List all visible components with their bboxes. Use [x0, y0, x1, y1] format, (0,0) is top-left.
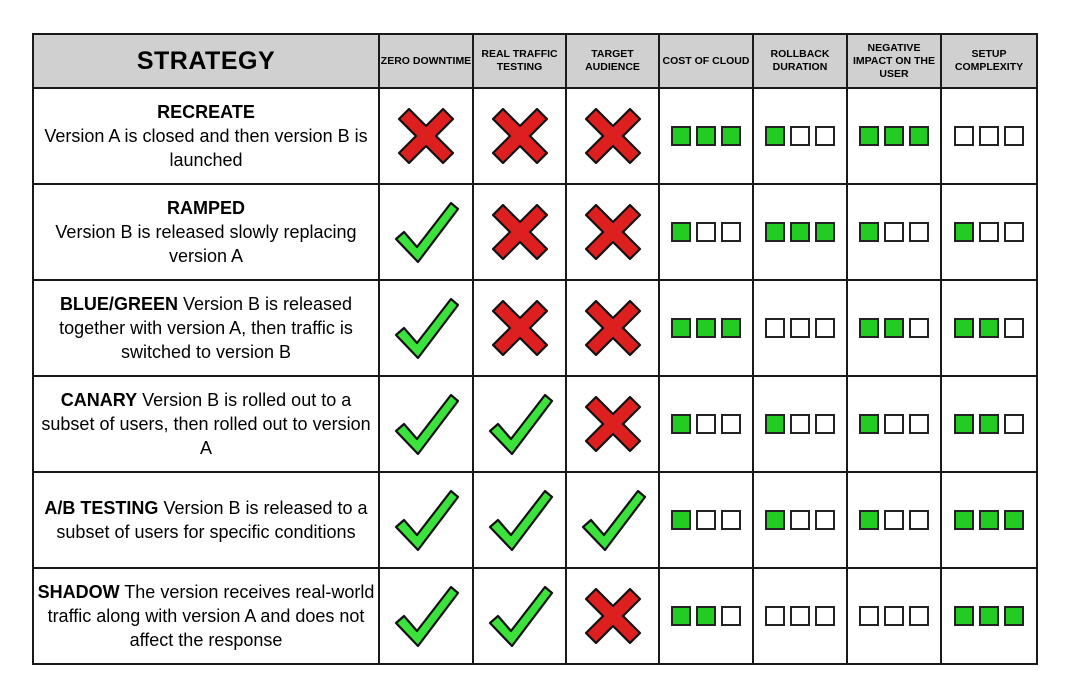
filled-square [696, 126, 716, 146]
cross-icon [578, 197, 648, 267]
empty-square [815, 126, 835, 146]
empty-square [696, 414, 716, 434]
cost-of-cloud-meter [659, 472, 753, 568]
strategy-name: RECREATE [157, 102, 255, 122]
empty-square [815, 414, 835, 434]
empty-square [1004, 414, 1024, 434]
strategy-description [33, 184, 379, 280]
cross-icon [578, 293, 648, 363]
cross-icon [578, 581, 648, 651]
negative-impact-header: NEGATIVE IMPACT ON THE USER [847, 34, 941, 88]
cross-icon [485, 293, 555, 363]
filled-square [696, 606, 716, 626]
level-meter [942, 222, 1036, 242]
empty-square [696, 510, 716, 530]
table-row [33, 376, 1037, 472]
empty-square [884, 222, 904, 242]
empty-square [721, 222, 741, 242]
filled-square [671, 222, 691, 242]
setup-complexity-meter [941, 184, 1037, 280]
level-meter [942, 606, 1036, 626]
filled-square [859, 414, 879, 434]
setup-complexity-meter [941, 568, 1037, 664]
cost-of-cloud-meter [659, 88, 753, 184]
target-audience-cell [566, 376, 659, 472]
real-traffic-testing-cell [473, 280, 566, 376]
empty-square [1004, 318, 1024, 338]
level-meter [848, 318, 940, 338]
strategy-header: STRATEGY [33, 34, 379, 88]
cross-icon [391, 101, 461, 171]
filled-square [859, 510, 879, 530]
filled-square [671, 414, 691, 434]
level-meter [848, 222, 940, 242]
empty-square [954, 126, 974, 146]
empty-square [815, 606, 835, 626]
strategy-description [33, 376, 379, 472]
check-icon [391, 197, 461, 267]
filled-square [671, 126, 691, 146]
table-row [33, 472, 1037, 568]
rollback-duration-meter [753, 184, 847, 280]
rollback-duration-meter [753, 472, 847, 568]
zero-downtime-cell [379, 280, 473, 376]
filled-square [1004, 510, 1024, 530]
level-meter [754, 606, 846, 626]
table-row [33, 280, 1037, 376]
negative-impact-meter [847, 88, 941, 184]
empty-square [909, 414, 929, 434]
level-meter [660, 318, 752, 338]
level-meter [660, 414, 752, 434]
empty-square [721, 414, 741, 434]
strategy-name: RAMPED [166, 198, 245, 218]
filled-square [671, 606, 691, 626]
check-icon [391, 389, 461, 459]
strategy-description [33, 280, 379, 376]
empty-square [909, 606, 929, 626]
strategy-name: SHADOW [37, 582, 120, 602]
filled-square [671, 318, 691, 338]
cross-icon [578, 389, 648, 459]
negative-impact-meter [847, 280, 941, 376]
filled-square [979, 606, 999, 626]
rollback-duration-meter [753, 280, 847, 376]
filled-square [859, 318, 879, 338]
empty-square [884, 606, 904, 626]
filled-square [954, 510, 974, 530]
target-audience-cell [566, 184, 659, 280]
check-icon [485, 581, 555, 651]
cross-icon [485, 197, 555, 267]
zero-downtime-cell [379, 184, 473, 280]
empty-square [884, 510, 904, 530]
real-traffic-testing-cell [473, 568, 566, 664]
empty-square [859, 606, 879, 626]
level-meter [942, 126, 1036, 146]
level-meter [754, 318, 846, 338]
header-row [33, 34, 1037, 88]
zero-downtime-cell [379, 88, 473, 184]
empty-square [790, 126, 810, 146]
negative-impact-meter [847, 184, 941, 280]
level-meter [848, 126, 940, 146]
rollback-duration-header: ROLLBACK DURATION [753, 34, 847, 88]
empty-square [721, 606, 741, 626]
filled-square [954, 222, 974, 242]
cost-of-cloud-meter [659, 568, 753, 664]
level-meter [848, 510, 940, 530]
empty-square [909, 222, 929, 242]
negative-impact-meter [847, 472, 941, 568]
filled-square [721, 318, 741, 338]
strategy-name: A/B TESTING [44, 498, 159, 518]
real-traffic-testing-cell [473, 376, 566, 472]
real-traffic-testing-cell [473, 184, 566, 280]
filled-square [721, 126, 741, 146]
setup-complexity-header: SETUP COMPLEXITY [941, 34, 1037, 88]
strategy-name: CANARY [60, 390, 138, 410]
strategy-description [33, 568, 379, 664]
empty-square [765, 318, 785, 338]
empty-square [884, 414, 904, 434]
negative-impact-meter [847, 376, 941, 472]
level-meter [660, 126, 752, 146]
empty-square [979, 126, 999, 146]
cross-icon [578, 101, 648, 171]
check-icon [391, 485, 461, 555]
strategy-text: Version A is closed and then version B is launched [44, 126, 368, 170]
check-icon [391, 581, 461, 651]
setup-complexity-meter [941, 88, 1037, 184]
filled-square [859, 222, 879, 242]
level-meter [660, 606, 752, 626]
filled-square [815, 222, 835, 242]
strategy-description [33, 88, 379, 184]
zero-downtime-header: ZERO DOWNTIME [379, 34, 473, 88]
filled-square [884, 126, 904, 146]
filled-square [859, 126, 879, 146]
empty-square [696, 222, 716, 242]
check-icon [391, 293, 461, 363]
filled-square [954, 606, 974, 626]
level-meter [848, 414, 940, 434]
filled-square [884, 318, 904, 338]
strategy-comparison-table [32, 33, 1038, 665]
empty-square [765, 606, 785, 626]
rollback-duration-meter [753, 88, 847, 184]
filled-square [765, 126, 785, 146]
strategy-text: The version receives real-world traffic along with version A and does not affect the response [47, 582, 375, 650]
filled-square [954, 414, 974, 434]
real-traffic-testing-header: REAL TRAFFIC TESTING [473, 34, 566, 88]
level-meter [660, 510, 752, 530]
negative-impact-meter [847, 568, 941, 664]
filled-square [696, 318, 716, 338]
strategy-name: BLUE/GREEN [59, 294, 178, 314]
filled-square [909, 126, 929, 146]
target-audience-cell [566, 88, 659, 184]
check-icon [485, 485, 555, 555]
strategy-text: Version B is released together with version A, then traffic is switched to version B [59, 294, 353, 362]
filled-square [979, 414, 999, 434]
level-meter [754, 222, 846, 242]
real-traffic-testing-cell [473, 88, 566, 184]
empty-square [909, 318, 929, 338]
level-meter [660, 222, 752, 242]
setup-complexity-meter [941, 472, 1037, 568]
empty-square [979, 222, 999, 242]
rollback-duration-meter [753, 376, 847, 472]
empty-square [721, 510, 741, 530]
filled-square [979, 510, 999, 530]
target-audience-cell [566, 568, 659, 664]
zero-downtime-cell [379, 376, 473, 472]
cost-of-cloud-meter [659, 280, 753, 376]
empty-square [1004, 222, 1024, 242]
filled-square [790, 222, 810, 242]
strategy-text: Version B is released slowly replacing version A [55, 222, 357, 266]
level-meter [942, 414, 1036, 434]
strategy-text: Version B is released to a subset of users for specific conditions [56, 498, 368, 542]
zero-downtime-cell [379, 568, 473, 664]
zero-downtime-cell [379, 472, 473, 568]
filled-square [1004, 606, 1024, 626]
target-audience-cell [566, 280, 659, 376]
empty-square [790, 318, 810, 338]
empty-square [1004, 126, 1024, 146]
check-icon [485, 389, 555, 459]
cost-of-cloud-header: COST OF CLOUD [659, 34, 753, 88]
filled-square [671, 510, 691, 530]
cross-icon [485, 101, 555, 171]
level-meter [942, 318, 1036, 338]
filled-square [954, 318, 974, 338]
empty-square [815, 318, 835, 338]
strategy-description [33, 472, 379, 568]
empty-square [815, 510, 835, 530]
level-meter [754, 510, 846, 530]
check-icon [578, 485, 648, 555]
table-row [33, 184, 1037, 280]
empty-square [790, 606, 810, 626]
real-traffic-testing-cell [473, 472, 566, 568]
level-meter [942, 510, 1036, 530]
level-meter [848, 606, 940, 626]
target-audience-cell [566, 472, 659, 568]
table-row [33, 88, 1037, 184]
setup-complexity-meter [941, 376, 1037, 472]
filled-square [765, 414, 785, 434]
rollback-duration-meter [753, 568, 847, 664]
level-meter [754, 126, 846, 146]
filled-square [765, 222, 785, 242]
table-row [33, 568, 1037, 664]
cost-of-cloud-meter [659, 184, 753, 280]
filled-square [765, 510, 785, 530]
empty-square [790, 414, 810, 434]
filled-square [979, 318, 999, 338]
level-meter [754, 414, 846, 434]
target-audience-header: TARGET AUDIENCE [566, 34, 659, 88]
empty-square [790, 510, 810, 530]
setup-complexity-meter [941, 280, 1037, 376]
cost-of-cloud-meter [659, 376, 753, 472]
strategy-text: Version B is rolled out to a subset of users, then rolled out to version A [41, 390, 371, 458]
empty-square [909, 510, 929, 530]
